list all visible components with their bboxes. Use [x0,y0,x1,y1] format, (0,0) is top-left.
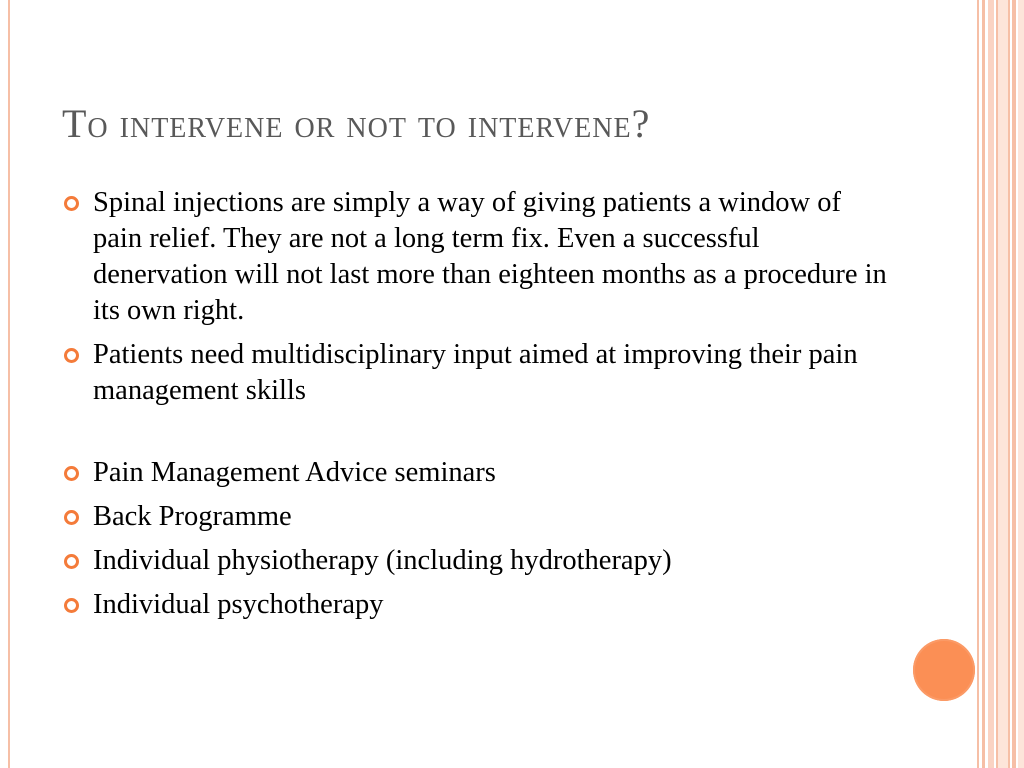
bullet-item [62,587,892,623]
bullet-list [62,185,892,631]
bullet-text: Pain Management Advice seminars [93,457,496,488]
bullet-text: Patients need multidisciplinary input aimed at improving their pain management skills [93,339,858,406]
bullet-text: Individual psychotherapy [93,589,384,620]
bullet-item [62,337,892,409]
ring-bullet-icon [64,196,79,211]
right-decor-stripe [1018,0,1024,768]
right-decor-stripe [988,0,994,768]
ring-bullet-icon [64,466,79,481]
slide-title: To intervene or not to intervene? [62,101,651,146]
bullet-text: Spinal injections are simply a way of giving patients a window of pain relief. They are not a long term fix. Even a successful denervation will not last more than eighteen months as a procedure in its own right. [93,187,887,326]
ring-bullet-icon [64,348,79,363]
ring-bullet-icon [64,510,79,525]
bullet-item [62,543,892,579]
bullet-item [62,499,892,535]
orange-circle-decoration [913,639,975,701]
right-decor-stripe [996,0,1010,768]
bullet-item [62,185,892,329]
right-decor-stripe [982,0,985,768]
ring-bullet-icon [64,598,79,613]
right-decor-stripe [1012,0,1016,768]
bullet-text: Individual physiotherapy (including hydrotherapy) [93,545,672,576]
bullet-item [62,455,892,491]
right-decor-stripe [977,0,979,768]
bullet-text: Back Programme [93,501,292,532]
left-border-stripe [0,0,10,768]
ring-bullet-icon [64,554,79,569]
